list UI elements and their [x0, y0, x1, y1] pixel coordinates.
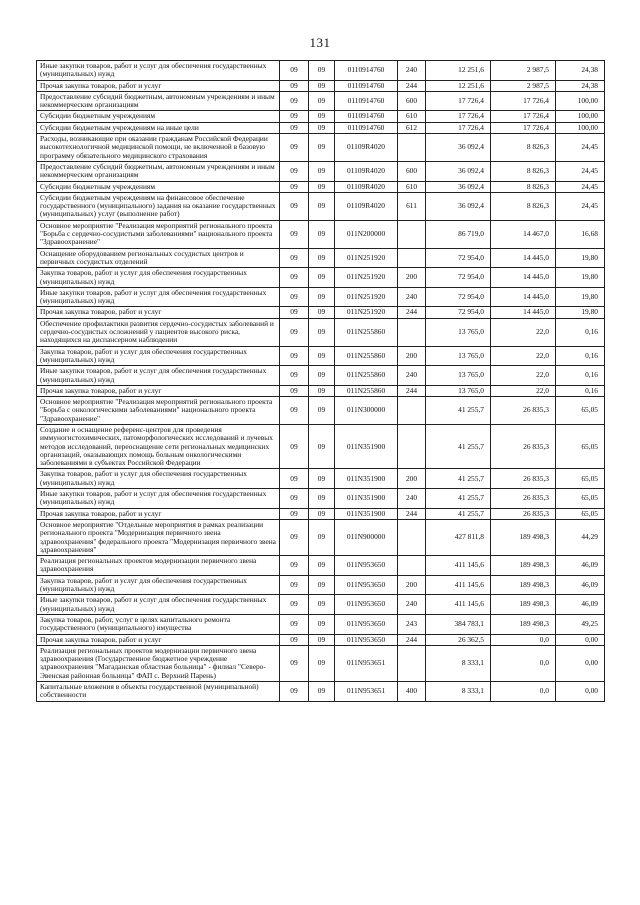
row-planned-amount: 17 726,4 [426, 122, 491, 133]
row-description: Субсидии бюджетным учреждениям на финансовое обеспечение государственного (муниципального) задания на оказание государственных (муниципальных) услуг (выполнение работ) [37, 192, 280, 220]
row-planned-amount: 427 811,8 [426, 519, 491, 555]
row-description: Иные закупки товаров, работ и услуг для обеспечения государственных (муниципальных) нужд [37, 366, 280, 386]
row-section-code: 09 [280, 181, 309, 192]
row-subsection-code: 09 [309, 346, 335, 366]
row-expense-type-code: 240 [398, 489, 426, 509]
row-expense-type-code: 244 [398, 80, 426, 91]
row-section-code: 09 [280, 61, 309, 81]
row-execution-percent: 24,38 [556, 61, 605, 81]
row-execution-percent: 19,80 [556, 307, 605, 318]
row-expense-type-code: 200 [398, 268, 426, 288]
row-target-code: 011N351900 [335, 469, 398, 489]
row-section-code: 09 [280, 111, 309, 122]
row-actual-amount: 14 445,0 [491, 248, 556, 268]
row-expense-type-code: 240 [398, 595, 426, 615]
row-subsection-code: 09 [309, 181, 335, 192]
table-row [37, 192, 605, 220]
row-expense-type-code: 244 [398, 385, 426, 396]
row-planned-amount: 41 255,7 [426, 397, 491, 425]
row-section-code: 09 [280, 134, 309, 162]
row-section-code: 09 [280, 366, 309, 386]
row-expense-type-code: 612 [398, 122, 426, 133]
row-description: Создание и оснащение референс-центров для проведения иммуногистохимических, патоморфологических исследований и лучевых методов исследований, переоснащение сети региональных медицинских организаций, оказывающих помощь больным онкологическими заболеваниями в субъектах Российской Федерации [37, 424, 280, 468]
row-actual-amount: 8 826,3 [491, 161, 556, 181]
table-row [37, 91, 605, 111]
row-section-code: 09 [280, 634, 309, 645]
row-execution-percent: 24,45 [556, 192, 605, 220]
row-target-code: 011N953651 [335, 645, 398, 681]
row-subsection-code: 09 [309, 268, 335, 288]
row-planned-amount: 36 092,4 [426, 181, 491, 192]
page-number: 131 [309, 35, 331, 50]
row-actual-amount: 26 835,3 [491, 508, 556, 519]
row-execution-percent: 100,00 [556, 111, 605, 122]
row-section-code: 09 [280, 307, 309, 318]
row-planned-amount: 13 765,0 [426, 385, 491, 396]
row-expense-type-code: 200 [398, 346, 426, 366]
row-description: Прочая закупка товаров, работ и услуг [37, 80, 280, 91]
row-execution-percent: 46,09 [556, 575, 605, 595]
row-execution-percent: 65,05 [556, 397, 605, 425]
row-execution-percent: 24,45 [556, 134, 605, 162]
row-planned-amount: 17 726,4 [426, 91, 491, 111]
row-description: Закупка товаров, работ и услуг для обеспечения государственных (муниципальных) нужд [37, 268, 280, 288]
row-subsection-code: 09 [309, 556, 335, 576]
row-subsection-code: 09 [309, 161, 335, 181]
row-execution-percent: 0,16 [556, 346, 605, 366]
row-description: Субсидии бюджетным учреждениям на иные цели [37, 122, 280, 133]
row-actual-amount: 22,0 [491, 346, 556, 366]
row-target-code: 01109R4020 [335, 181, 398, 192]
row-planned-amount: 72 954,0 [426, 287, 491, 307]
row-description: Основное мероприятие "Реализация мероприятий регионального проекта "Борьба с сердечно-сосудистыми заболеваниями" национального проекта "Здравоохранение" [37, 220, 280, 248]
row-execution-percent: 100,00 [556, 91, 605, 111]
row-subsection-code: 09 [309, 469, 335, 489]
row-subsection-code: 09 [309, 508, 335, 519]
row-expense-type-code: 200 [398, 469, 426, 489]
row-actual-amount: 17 726,4 [491, 111, 556, 122]
row-actual-amount: 8 826,3 [491, 192, 556, 220]
row-execution-percent: 0,16 [556, 385, 605, 396]
row-planned-amount: 86 719,0 [426, 220, 491, 248]
row-expense-type-code [398, 134, 426, 162]
row-subsection-code: 09 [309, 248, 335, 268]
row-expense-type-code: 600 [398, 91, 426, 111]
row-actual-amount: 189 498,3 [491, 575, 556, 595]
row-expense-type-code [398, 248, 426, 268]
row-target-code: 0110914760 [335, 91, 398, 111]
row-actual-amount: 2 987,5 [491, 61, 556, 81]
row-target-code: 011N255860 [335, 346, 398, 366]
row-section-code: 09 [280, 91, 309, 111]
row-section-code: 09 [280, 397, 309, 425]
row-actual-amount: 26 835,3 [491, 469, 556, 489]
row-section-code: 09 [280, 556, 309, 576]
row-description: Основное мероприятие "Отдельные мероприятия в рамках реализации регионального проекта "Модернизация первичного звена здравоохранения" федерального проекта "Модернизация первичного звена здравоохранения" [37, 519, 280, 555]
row-actual-amount: 189 498,3 [491, 595, 556, 615]
row-subsection-code: 09 [309, 61, 335, 81]
row-execution-percent: 19,80 [556, 287, 605, 307]
row-expense-type-code [398, 519, 426, 555]
row-description: Реализация региональных проектов модернизации первичного звена здравоохранения (Государственное бюджетное учреждение здравоохранения "Магаданская областная больница" - филиал "Северо-Эвенская районная больница" ФАП с. Верхний Парень) [37, 645, 280, 681]
table-row [37, 161, 605, 181]
row-expense-type-code: 240 [398, 287, 426, 307]
row-section-code: 09 [280, 268, 309, 288]
row-planned-amount: 384 783,1 [426, 614, 491, 634]
row-subsection-code: 09 [309, 519, 335, 555]
row-subsection-code: 09 [309, 595, 335, 615]
row-subsection-code: 09 [309, 682, 335, 702]
row-actual-amount: 189 498,3 [491, 519, 556, 555]
table-row [37, 268, 605, 288]
row-execution-percent: 24,45 [556, 181, 605, 192]
row-subsection-code: 09 [309, 634, 335, 645]
row-subsection-code: 09 [309, 366, 335, 386]
row-execution-percent: 0,16 [556, 366, 605, 386]
row-actual-amount: 189 498,3 [491, 614, 556, 634]
row-subsection-code: 09 [309, 645, 335, 681]
row-planned-amount: 17 726,4 [426, 111, 491, 122]
row-execution-percent: 0,00 [556, 645, 605, 681]
row-target-code: 011N251920 [335, 268, 398, 288]
row-target-code: 01109R4020 [335, 134, 398, 162]
row-execution-percent: 44,29 [556, 519, 605, 555]
row-expense-type-code: 600 [398, 161, 426, 181]
row-description: Прочая закупка товаров, работ и услуг [37, 634, 280, 645]
row-target-code: 011N255860 [335, 366, 398, 386]
row-actual-amount: 14 445,0 [491, 307, 556, 318]
table-row [37, 307, 605, 318]
row-subsection-code: 09 [309, 318, 335, 346]
table-row [37, 318, 605, 346]
row-execution-percent: 65,05 [556, 469, 605, 489]
table-row [37, 287, 605, 307]
row-subsection-code: 09 [309, 614, 335, 634]
table-row [37, 614, 605, 634]
row-actual-amount: 14 445,0 [491, 268, 556, 288]
row-subsection-code: 09 [309, 80, 335, 91]
row-planned-amount: 12 251,6 [426, 61, 491, 81]
row-planned-amount: 13 765,0 [426, 346, 491, 366]
row-section-code: 09 [280, 122, 309, 133]
row-planned-amount: 36 092,4 [426, 192, 491, 220]
row-execution-percent: 46,09 [556, 595, 605, 615]
row-execution-percent: 24,38 [556, 80, 605, 91]
row-target-code: 01109R4020 [335, 161, 398, 181]
row-expense-type-code: 400 [398, 682, 426, 702]
row-target-code: 011N300000 [335, 397, 398, 425]
table-row [37, 575, 605, 595]
table-row [37, 645, 605, 681]
row-target-code: 011N900000 [335, 519, 398, 555]
row-actual-amount: 22,0 [491, 366, 556, 386]
row-subsection-code: 09 [309, 397, 335, 425]
row-target-code: 0110914760 [335, 122, 398, 133]
row-description: Прочая закупка товаров, работ и услуг [37, 508, 280, 519]
row-planned-amount: 8 333,1 [426, 645, 491, 681]
table-row [37, 519, 605, 555]
row-expense-type-code: 244 [398, 307, 426, 318]
row-expense-type-code: 244 [398, 508, 426, 519]
row-target-code: 0110914760 [335, 111, 398, 122]
table-row [37, 122, 605, 133]
row-target-code: 011N351900 [335, 508, 398, 519]
row-section-code: 09 [280, 508, 309, 519]
table-row [37, 220, 605, 248]
row-execution-percent: 16,68 [556, 220, 605, 248]
row-expense-type-code: 243 [398, 614, 426, 634]
row-description: Оснащение оборудованием региональных сосудистых центров и первичных сосудистых отделений [37, 248, 280, 268]
row-subsection-code: 09 [309, 489, 335, 509]
row-actual-amount: 26 835,3 [491, 397, 556, 425]
row-description: Закупка товаров, работ, услуг в целях капитального ремонта государственного (муниципального) имущества [37, 614, 280, 634]
row-description: Закупка товаров, работ и услуг для обеспечения государственных (муниципальных) нужд [37, 575, 280, 595]
row-subsection-code: 09 [309, 111, 335, 122]
row-expense-type-code [398, 424, 426, 468]
row-target-code: 011N251920 [335, 248, 398, 268]
row-description: Иные закупки товаров, работ и услуг для обеспечения государственных (муниципальных) нужд [37, 489, 280, 509]
row-description: Иные закупки товаров, работ и услуг для обеспечения государственных (муниципальных) нужд [37, 595, 280, 615]
row-execution-percent: 19,80 [556, 248, 605, 268]
row-planned-amount: 41 255,7 [426, 424, 491, 468]
row-description: Предоставление субсидий бюджетным, автономным учреждениям и иным некоммерческим организациям [37, 161, 280, 181]
row-target-code: 011N953650 [335, 634, 398, 645]
row-execution-percent: 0,00 [556, 634, 605, 645]
row-section-code: 09 [280, 469, 309, 489]
table-row [37, 508, 605, 519]
row-planned-amount: 13 765,0 [426, 366, 491, 386]
row-expense-type-code [398, 220, 426, 248]
row-expense-type-code [398, 645, 426, 681]
row-section-code: 09 [280, 575, 309, 595]
row-execution-percent: 65,05 [556, 508, 605, 519]
row-description: Основное мероприятие "Реализация мероприятий регионального проекта "Борьба с онкологическими заболеваниями" национального проекта "Здравоохранение" [37, 397, 280, 425]
row-section-code: 09 [280, 248, 309, 268]
row-expense-type-code: 610 [398, 111, 426, 122]
row-planned-amount: 8 333,1 [426, 682, 491, 702]
row-actual-amount: 189 498,3 [491, 556, 556, 576]
row-target-code: 011N251920 [335, 287, 398, 307]
row-target-code: 011N200000 [335, 220, 398, 248]
table-row [37, 80, 605, 91]
table-row [37, 61, 605, 81]
row-description: Капитальные вложения в объекты государственной (муниципальной) собственности [37, 682, 280, 702]
row-section-code: 09 [280, 161, 309, 181]
row-subsection-code: 09 [309, 307, 335, 318]
table-row [37, 489, 605, 509]
row-target-code: 011N953651 [335, 682, 398, 702]
row-expense-type-code: 200 [398, 575, 426, 595]
row-execution-percent: 19,80 [556, 268, 605, 288]
row-planned-amount: 72 954,0 [426, 268, 491, 288]
row-section-code: 09 [280, 80, 309, 91]
budget-table [36, 60, 605, 702]
row-subsection-code: 09 [309, 575, 335, 595]
row-planned-amount: 41 255,7 [426, 489, 491, 509]
row-description: Закупка товаров, работ и услуг для обеспечения государственных (муниципальных) нужд [37, 346, 280, 366]
row-actual-amount: 26 835,3 [491, 424, 556, 468]
row-subsection-code: 09 [309, 91, 335, 111]
row-section-code: 09 [280, 424, 309, 468]
row-target-code: 011N953650 [335, 575, 398, 595]
row-target-code: 011N351900 [335, 489, 398, 509]
row-planned-amount: 36 092,4 [426, 134, 491, 162]
row-subsection-code: 09 [309, 122, 335, 133]
row-expense-type-code [398, 556, 426, 576]
table-row [37, 248, 605, 268]
table-row [37, 469, 605, 489]
row-execution-percent: 0,16 [556, 318, 605, 346]
row-planned-amount: 41 255,7 [426, 469, 491, 489]
row-expense-type-code: 611 [398, 192, 426, 220]
row-expense-type-code: 240 [398, 366, 426, 386]
row-planned-amount: 36 092,4 [426, 161, 491, 181]
row-section-code: 09 [280, 595, 309, 615]
row-section-code: 09 [280, 318, 309, 346]
table-row [37, 424, 605, 468]
row-actual-amount: 14 445,0 [491, 287, 556, 307]
row-execution-percent: 65,05 [556, 489, 605, 509]
row-planned-amount: 26 362,5 [426, 634, 491, 645]
row-planned-amount: 72 954,0 [426, 307, 491, 318]
row-execution-percent: 46,09 [556, 556, 605, 576]
row-target-code: 011N351900 [335, 424, 398, 468]
row-planned-amount: 72 954,0 [426, 248, 491, 268]
row-planned-amount: 411 145,6 [426, 575, 491, 595]
row-planned-amount: 411 145,6 [426, 595, 491, 615]
row-execution-percent: 0,00 [556, 682, 605, 702]
row-description: Обеспечение профилактики развития сердечно-сосудистых заболеваний и сердечно-сосудистых осложнений у пациентов высокого риска, находящихся на диспансерном наблюдении [37, 318, 280, 346]
row-planned-amount: 13 765,0 [426, 318, 491, 346]
row-actual-amount: 0,0 [491, 682, 556, 702]
row-subsection-code: 09 [309, 192, 335, 220]
row-execution-percent: 24,45 [556, 161, 605, 181]
row-section-code: 09 [280, 192, 309, 220]
table-row [37, 595, 605, 615]
row-expense-type-code: 244 [398, 634, 426, 645]
row-subsection-code: 09 [309, 424, 335, 468]
row-section-code: 09 [280, 346, 309, 366]
row-description: Субсидии бюджетным учреждениям [37, 181, 280, 192]
table-row [37, 346, 605, 366]
row-expense-type-code [398, 397, 426, 425]
row-actual-amount: 22,0 [491, 318, 556, 346]
row-planned-amount: 41 255,7 [426, 508, 491, 519]
table-row [37, 556, 605, 576]
row-section-code: 09 [280, 287, 309, 307]
row-actual-amount: 8 826,3 [491, 181, 556, 192]
row-actual-amount: 17 726,4 [491, 91, 556, 111]
row-execution-percent: 100,00 [556, 122, 605, 133]
row-actual-amount: 0,0 [491, 634, 556, 645]
row-target-code: 0110914760 [335, 80, 398, 91]
row-target-code: 011N251920 [335, 307, 398, 318]
row-subsection-code: 09 [309, 287, 335, 307]
row-expense-type-code: 610 [398, 181, 426, 192]
row-expense-type-code: 240 [398, 61, 426, 81]
row-target-code: 011N953650 [335, 556, 398, 576]
row-actual-amount: 2 987,5 [491, 80, 556, 91]
table-row [37, 134, 605, 162]
row-actual-amount: 14 467,0 [491, 220, 556, 248]
table-row [37, 385, 605, 396]
row-description: Предоставление субсидий бюджетным, автономным учреждениям и иным некоммерческим организациям [37, 91, 280, 111]
row-actual-amount: 0,0 [491, 645, 556, 681]
budget-table-body [37, 61, 605, 702]
row-target-code: 011N255860 [335, 385, 398, 396]
row-description: Закупка товаров, работ и услуг для обеспечения государственных (муниципальных) нужд [37, 469, 280, 489]
row-subsection-code: 09 [309, 134, 335, 162]
table-row [37, 634, 605, 645]
row-description: Прочая закупка товаров, работ и услуг [37, 307, 280, 318]
row-section-code: 09 [280, 682, 309, 702]
row-description: Иные закупки товаров, работ и услуг для обеспечения государственных (муниципальных) нужд [37, 61, 280, 81]
row-actual-amount: 17 726,4 [491, 122, 556, 133]
row-actual-amount: 8 826,3 [491, 134, 556, 162]
row-description: Реализация региональных проектов модернизации первичного звена здравоохранения [37, 556, 280, 576]
table-row [37, 397, 605, 425]
row-subsection-code: 09 [309, 385, 335, 396]
row-section-code: 09 [280, 385, 309, 396]
row-expense-type-code [398, 318, 426, 346]
row-section-code: 09 [280, 519, 309, 555]
row-description: Прочая закупка товаров, работ и услуг [37, 385, 280, 396]
row-target-code: 0110914760 [335, 61, 398, 81]
row-planned-amount: 12 251,6 [426, 80, 491, 91]
row-description: Иные закупки товаров, работ и услуг для обеспечения государственных (муниципальных) нужд [37, 287, 280, 307]
row-target-code: 011N953650 [335, 595, 398, 615]
row-execution-percent: 49,25 [556, 614, 605, 634]
table-row [37, 682, 605, 702]
row-section-code: 09 [280, 220, 309, 248]
row-target-code: 011N255860 [335, 318, 398, 346]
row-actual-amount: 26 835,3 [491, 489, 556, 509]
row-section-code: 09 [280, 489, 309, 509]
table-row [37, 366, 605, 386]
row-target-code: 01109R4020 [335, 192, 398, 220]
row-subsection-code: 09 [309, 220, 335, 248]
row-section-code: 09 [280, 614, 309, 634]
row-actual-amount: 22,0 [491, 385, 556, 396]
table-row [37, 181, 605, 192]
row-section-code: 09 [280, 645, 309, 681]
row-target-code: 011N953650 [335, 614, 398, 634]
row-description: Расходы, возникающие при оказании гражданам Российской Федерации высокотехнологичной медицинской помощи, не включенной в базовую программу обязательного медицинского страхования [37, 134, 280, 162]
table-row [37, 111, 605, 122]
row-description: Субсидии бюджетным учреждениям [37, 111, 280, 122]
row-execution-percent: 65,05 [556, 424, 605, 468]
row-planned-amount: 411 145,6 [426, 556, 491, 576]
